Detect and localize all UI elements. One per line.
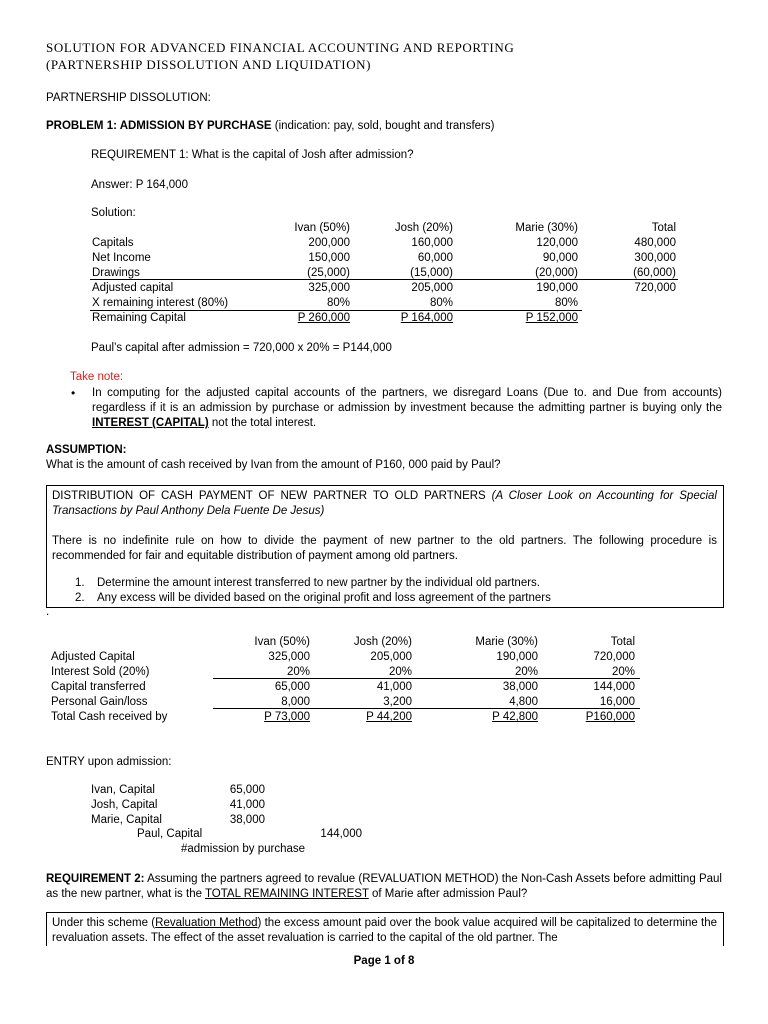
document-title-line-1: SOLUTION FOR ADVANCED FINANCIAL ACCOUNTING AND REPORTING [46,40,515,55]
table-cell: 3,200 [383,696,412,708]
entry-heading: ENTRY upon admission: [46,756,172,768]
remaining-capital-josh: P 164,000 [400,312,453,324]
note-text-emph: INTEREST (CAPITAL) [92,417,209,429]
table-row [51,650,635,665]
table-cell: 200,000 [308,237,350,249]
row-label: Net Income [92,252,151,264]
table-cell: 150,000 [308,252,350,264]
capital-table-header-cell: Total [651,222,676,234]
document-title-line-2: (PARTNERSHIP DISSOLUTION AND LIQUIDATION) [46,57,372,72]
requirement-2-emph: TOTAL REMAINING INTEREST [204,888,369,900]
total-cash-marie: P 42,800 [492,711,538,723]
table-rule [90,279,678,280]
table-cell: 190,000 [496,651,538,663]
table-cell: 60,000 [417,252,453,264]
table-cell: (15,000) [410,267,453,279]
row-label: Total Cash received by [51,711,168,723]
table-cell: 41,000 [376,681,412,693]
table-cell: 325,000 [268,651,310,663]
row-label: Interest Sold (20%) [51,666,150,678]
table-cell [578,296,676,311]
table-cell: 20% [286,666,310,678]
row-label: Capitals [92,237,134,249]
table-cell: 300,000 [634,252,676,264]
take-note-label: Take note: [70,371,124,383]
entry-debit-amount: 65,000 [229,784,265,796]
table-cell [211,710,310,725]
problem-1-heading-rest: (indication: pay, sold, bought and transfers) [271,120,495,132]
total-cash-josh: P 44,200 [366,711,412,723]
table-cell [453,311,578,326]
table-row [92,311,676,326]
step-number: 2. [75,592,85,604]
entry-memo: #admission by purchase [181,843,306,855]
table-cell [252,311,350,326]
remaining-capital-ivan: P 260,000 [297,312,350,324]
table-cell: 190,000 [536,282,578,294]
table-cell: 80% [554,297,578,309]
note-text-before: In computing for the adjusted capital accounts of the partners, we disregard Loans (Due to. and Due from accounts) regardless if it is an admission by purchase or admission by investment because the admitting partner is buying only the [92,387,722,414]
table-rule [213,678,640,679]
table-cell: 120,000 [536,237,578,249]
table-row [51,680,635,695]
table-cell: 144,000 [593,681,635,693]
capital-table-header-cell: Ivan (50%) [294,222,350,234]
table-cell: 4,800 [509,696,538,708]
entry-debit-account: Josh, Capital [91,799,158,811]
stray-dot: . [46,606,50,618]
revaluation-text-emph: Revaluation Method [155,917,258,929]
distribution-box-paragraph: There is no indefinite rule on how to divide the payment of new partner to the old partners. The following procedure is recommended for fair and equitable distribution of payment among old partners. [52,535,717,562]
row-label: Personal Gain/loss [51,696,148,708]
row-label: Adjusted capital [92,282,174,294]
distribution-table-header-cell: Josh (20%) [353,636,412,648]
distribution-box-heading [52,489,717,519]
table-cell: (60,000) [633,267,676,279]
step-text: Determine the amount interest transferred to new partner by the individual old partners. [97,577,540,589]
distribution-box [46,485,724,608]
table-cell: 38,000 [502,681,538,693]
table-cell: 20% [388,666,412,678]
table-cell: 8,000 [281,696,310,708]
capital-table-header-cell: Josh (20%) [394,222,453,234]
table-cell: (25,000) [307,267,350,279]
distribution-heading-source: (A Closer Look on Accounting for Special Transactions by Paul Anthony Dela Fuente De Jesus) [52,490,717,517]
table-cell: 65,000 [274,681,310,693]
requirement-2-text-1: Assuming the partners agreed to revalue (REVALUATION METHOD) the Non-Cash Assets before admitting Paul as the new partner, what is the [46,873,722,900]
table-cell: 205,000 [411,282,453,294]
requirement-2-label: REQUIREMENT 2: [46,873,145,885]
table-cell: 16,000 [599,696,635,708]
entry-credit-account: Paul, Capital [137,828,203,840]
total-cash-ivan: P 73,000 [264,711,310,723]
problem-1-heading-bold: PROBLEM 1: ADMISSION BY PURCHASE [46,120,272,132]
note-text-after: not the total interest. [208,417,317,429]
problem-1-heading [46,120,494,132]
page-number: Page 1 of 8 [353,955,415,967]
solution-label: Solution: [91,207,136,219]
requirement-2-text [46,872,722,902]
capital-table-header-cell: Marie (30%) [515,222,578,234]
table-cell: 80% [429,297,453,309]
table-row [92,296,676,311]
entry-debit-account: Ivan, Capital [91,784,155,796]
row-label: Drawings [92,267,140,279]
capital-table-header-row [92,221,676,236]
revaluation-text-after: ) the excess amount paid over the book value acquired will be capitalized to determine the revaluation assets. The effect of the asset revaluation is carried to the capital of the old partner. The [52,917,717,944]
revaluation-text-before: Under this scheme ( [52,917,156,929]
distribution-heading-text: DISTRIBUTION OF CASH PAYMENT OF NEW PARTNER TO OLD PARTNERS [52,490,492,502]
table-cell: (20,000) [535,267,578,279]
capital-table-header-cell [92,221,252,236]
row-label: X remaining interest (80%) [92,297,229,309]
table-cell: 205,000 [370,651,412,663]
table-rule [90,310,582,311]
step-number: 1. [75,577,85,589]
table-row [92,281,676,296]
requirement-2-text-2: of Marie after admission Paul? [368,888,528,900]
table-row [92,251,676,266]
row-label: Remaining Capital [92,312,186,324]
table-cell: 325,000 [308,282,350,294]
distribution-table-header-cell [51,635,211,650]
table-cell: 90,000 [542,252,578,264]
row-label: Adjusted Capital [51,651,135,663]
distribution-table-header-cell: Marie (30%) [475,636,538,648]
table-cell: 480,000 [634,237,676,249]
table-row [92,236,676,251]
entry-debit-amount: 38,000 [229,814,265,826]
table-rule [213,708,640,709]
entry-debit-amount: 41,000 [229,799,265,811]
assumption-question: What is the amount of cash received by Ivan from the amount of P160, 000 paid by Paul? [46,459,501,471]
remaining-capital-marie: P 152,000 [525,312,578,324]
table-cell: 20% [514,666,538,678]
take-note-text [92,386,722,431]
table-cell: 20% [611,666,635,678]
distribution-table-header-cell: Total [610,636,635,648]
requirement-1-heading: REQUIREMENT 1: What is the capital of Josh after admission? [91,149,414,161]
table-cell: 720,000 [634,282,676,294]
revaluation-box [46,912,724,946]
distribution-table [51,635,635,725]
step-text: Any excess will be divided based on the original profit and loss agreement of the partners [97,592,551,604]
distribution-table-header-row [51,635,635,650]
table-cell [578,311,676,326]
table-cell [350,311,453,326]
bullet-icon: • [71,386,76,400]
section-heading: PARTNERSHIP DISSOLUTION: [46,92,211,104]
table-cell: 720,000 [593,651,635,663]
table-cell: 80% [326,297,350,309]
table-cell [412,710,538,725]
answer-text: Answer: P 164,000 [91,179,188,191]
revaluation-box-text [52,916,717,946]
row-label: Capital transferred [51,681,146,693]
entry-debit-account: Marie, Capital [91,814,162,826]
distribution-table-header-cell: Ivan (50%) [254,636,310,648]
table-cell [310,710,412,725]
entry-credit-amount: 144,000 [320,828,362,840]
paul-capital-computation: Paul’s capital after admission = 720,000 x 20% = P144,000 [91,342,392,354]
total-cash-total: P160,000 [585,711,635,723]
table-row [51,710,635,725]
assumption-label: ASSUMPTION: [46,444,127,456]
table-cell: 160,000 [411,237,453,249]
table-cell [538,710,635,725]
